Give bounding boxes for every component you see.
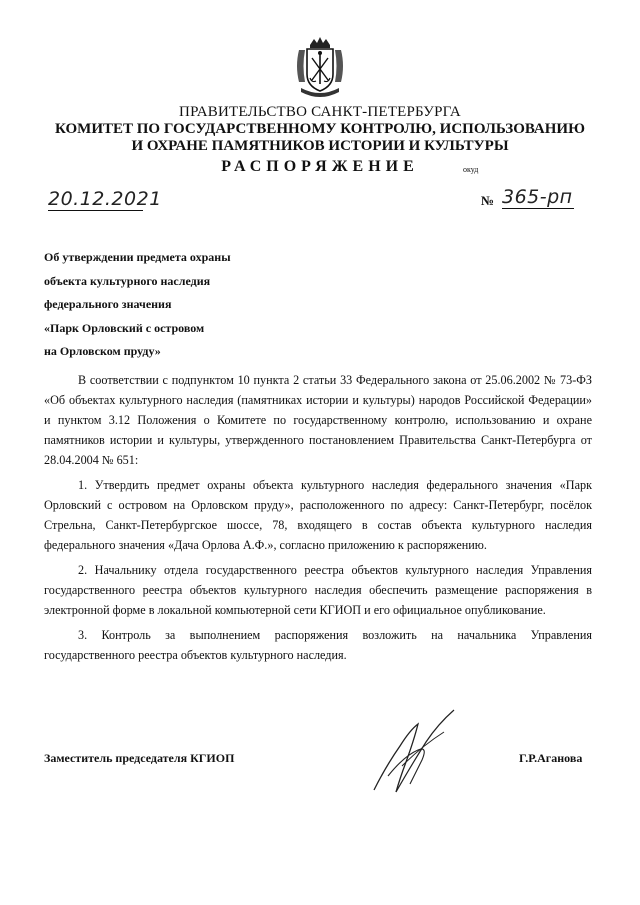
order-item-2: 2. Начальнику отдела государственного реестра объектов культурного наследия Управления государственного реестра объектов культурного наследия обеспечить размещение распоряжения в электронной форме в локальной компьютерной сети КГИОП и его официальное опубликование. — [44, 563, 592, 617]
document-date: 20.12.2021 — [48, 188, 162, 210]
number-sign: № — [481, 193, 495, 208]
subject-line: объекта культурного наследия — [44, 273, 211, 288]
preamble-paragraph: В соответствии с подпунктом 10 пункта 2 статьи 33 Федерального закона от 25.06.2002 № 73-ФЗ «Об объектах культурного наследия (памятниках истории и культуры) народов Российской Федерации» и пунктом 3.12 Положения о Комитете по государственному контролю, использованию и охране памятников истории и культуры, утвержденного постановлением Правительства Санкт-Петербурга от 28.04.2004 № 651: — [44, 373, 592, 467]
okud-label: окуд — [463, 165, 479, 174]
coat-of-arms-icon — [293, 36, 347, 100]
subject-line: «Парк Орловский с островом — [44, 320, 205, 335]
signatory-name: Г.Р.Аганова — [519, 751, 583, 765]
order-item-3: 3. Контроль за выполнением распоряжения возложить на начальника Управления государственного реестра объектов культурного наследия. — [44, 628, 592, 662]
subject-line: федерального значения — [44, 297, 172, 311]
document-type: РАСПОРЯЖЕНИЕ — [221, 158, 419, 175]
government-name: ПРАВИТЕЛЬСТВО САНКТ-ПЕТЕРБУРГА — [179, 104, 461, 120]
document-title-row — [0, 158, 640, 180]
document-subject — [44, 246, 231, 364]
document-number: 365-рп — [502, 186, 573, 208]
committee-name-line2: И ОХРАНЕ ПАМЯТНИКОВ ИСТОРИИ И КУЛЬТУРЫ — [131, 138, 509, 154]
subject-line: Об утверждении предмета охраны — [44, 250, 231, 264]
signatory-role: Заместитель председателя КГИОП — [44, 751, 235, 765]
document-body — [44, 370, 592, 670]
committee-name-line1: КОМИТЕТ ПО ГОСУДАРСТВЕННОМУ КОНТРОЛЮ, ИСПОЛЬЗОВАНИЮ — [55, 121, 585, 137]
subject-line: на Орловском пруду» — [44, 344, 161, 358]
committee-name — [0, 121, 640, 155]
order-item-1: 1. Утвердить предмет охраны объекта культурного наследия федерального значения «Парк Орловский с островом на Орловском пруду», расположенного по адресу: Санкт-Петербург, посёлок Стрельна, Санкт-Петербургское шоссе, 78, входящего в состав объекта культурного наследия федерального значения «Дача Орлова А.Ф.», согласно приложению к распоряжению. — [44, 478, 592, 552]
handwritten-signature-icon — [366, 706, 464, 798]
